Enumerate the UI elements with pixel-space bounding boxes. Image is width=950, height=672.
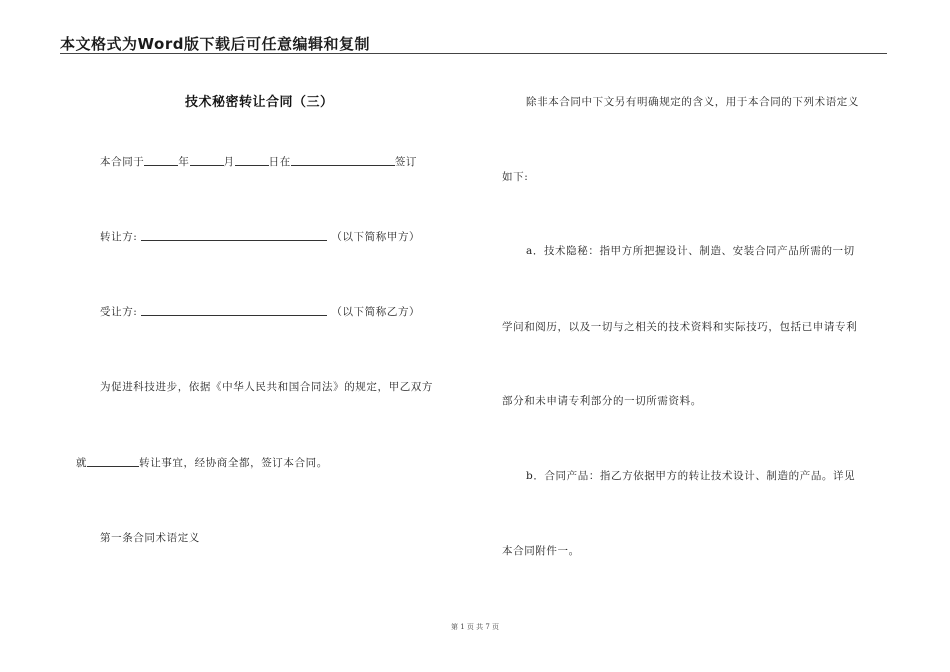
transferor-line (100, 229, 420, 244)
transferee-suffix: （以下简称乙方） (331, 306, 421, 318)
item-a-line-3: 部分和未申请专利部分的一切所需资料。 (502, 395, 702, 407)
signing-line (100, 154, 417, 169)
article-1-heading: 第一条合同术语定义 (100, 532, 200, 544)
item-a-line-1: a．技术隐秘：指甲方所把握设计、制造、安装合同产品所需的一切 (526, 245, 855, 257)
intro-suffix: 转让事宜，经协商全都，签订本合同。 (139, 457, 328, 469)
page-number: 第 1 页 共 7 页 (450, 623, 500, 631)
month-blank[interactable] (190, 155, 224, 166)
item-b-line-2: 本合同附件一。 (502, 545, 580, 557)
transferor-blank[interactable] (141, 230, 327, 241)
transferee-line (100, 304, 420, 319)
intro-prefix: 就 (76, 457, 88, 469)
transferor-suffix: （以下简称甲方） (331, 231, 421, 243)
year-blank[interactable] (144, 155, 178, 166)
download-banner: 本文格式为Word版下载后可任意编辑和复制 (60, 35, 370, 53)
signing-text-5: 签订 (394, 156, 418, 168)
document-title: 技术秘密转让合同（三） (185, 95, 334, 110)
header-divider (60, 53, 887, 54)
signing-text-3: 月 (223, 156, 235, 168)
definitions-intro: 除非本合同中下文另有明确规定的含义，用于本合同的下列术语定义 (526, 96, 859, 108)
transferee-label: 受让方: (100, 306, 138, 318)
definitions-intro-cont: 如下: (502, 171, 529, 183)
signing-text-4: 日在 (268, 156, 291, 168)
day-blank[interactable] (235, 155, 269, 166)
signing-text-1: 本合同于 (100, 156, 145, 168)
transferee-blank[interactable] (141, 305, 327, 316)
subject-blank[interactable] (87, 456, 139, 467)
item-b-line-1: b．合同产品：指乙方依据甲方的转让技术设计、制造的产品。详见 (526, 470, 856, 482)
transferor-label: 转让方: (100, 231, 138, 243)
signing-text-2: 年 (178, 156, 190, 168)
place-blank[interactable] (291, 155, 395, 166)
intro-line-1: 为促进科技进步，依据《中华人民共和国合同法》的规定，甲乙双方 (100, 381, 433, 393)
item-a-line-2: 学问和阅历，以及一切与之相关的技术资料和实际技巧，包括已申请专利 (502, 321, 858, 333)
intro-line-2 (76, 455, 328, 470)
